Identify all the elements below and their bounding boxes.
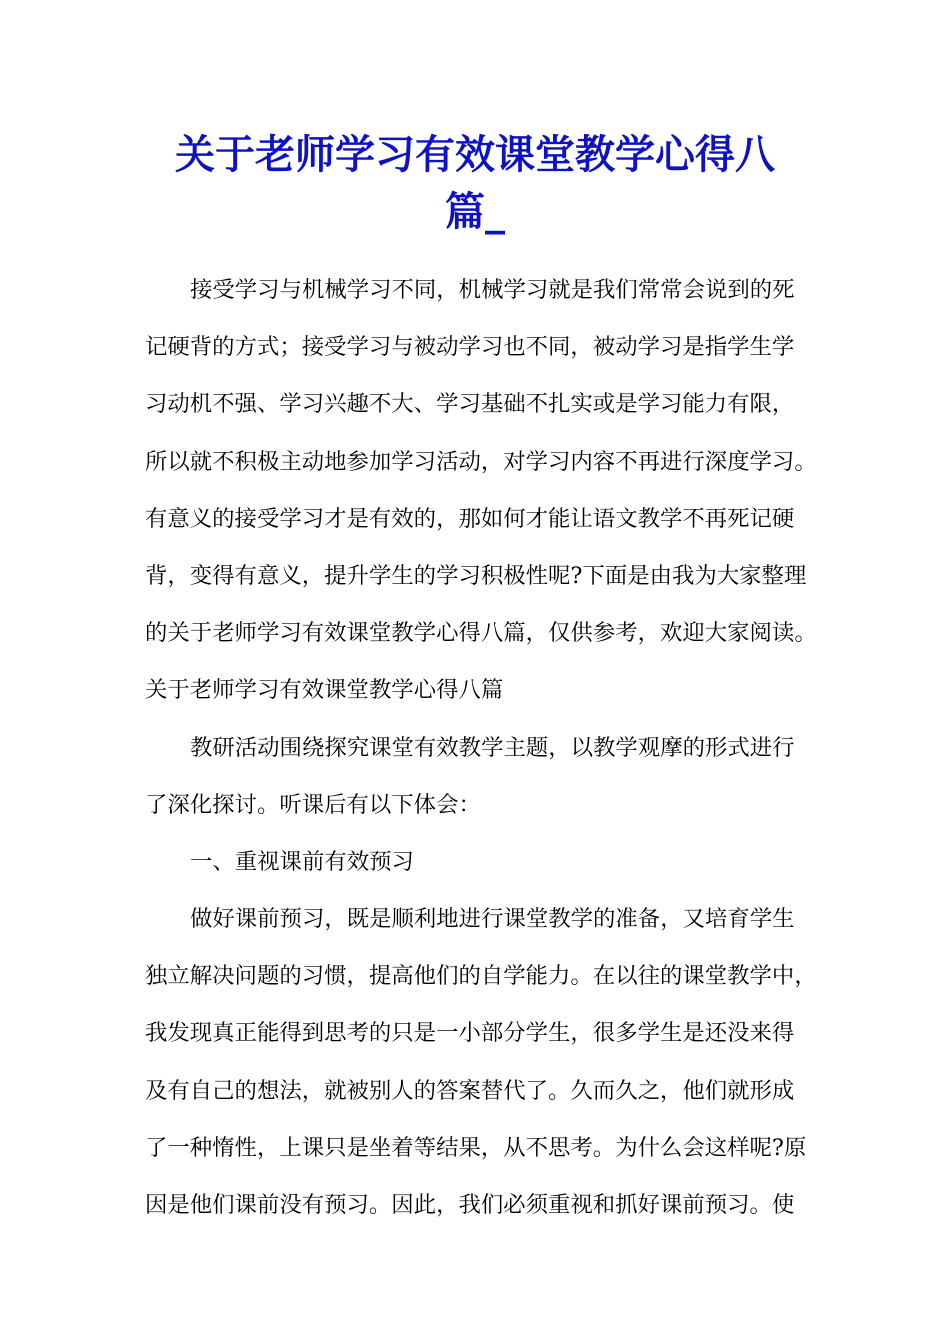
body-line: 习动机不强、学习兴趣不大、学习基础不扎实或是学习能力有限，: [145, 391, 795, 418]
body-line: 背，变得有意义，提升学生的学习积极性呢?下面是由我为大家整理: [145, 562, 807, 589]
body-line: 做好课前预习，既是顺利地进行课堂教学的准备，又培育学生: [190, 906, 795, 933]
body-line: 了深化探讨。听课后有以下体会：: [145, 791, 481, 818]
body-line: 一、重视课前有效预习: [190, 848, 414, 875]
body-line: 记硬背的方式；接受学习与被动学习也不同，被动学习是指学生学: [145, 334, 795, 361]
title-line-1: 关于老师学习有效课堂教学心得八: [175, 131, 775, 178]
body-line: 因是他们课前没有预习。因此，我们必须重视和抓好课前预习。使: [145, 1192, 795, 1218]
body-line: 及有自己的想法，就被别人的答案替代了。久而久之，他们就形成: [145, 1077, 795, 1104]
body-line: 关于老师学习有效课堂教学心得八篇: [145, 677, 504, 704]
body-line: 独立解决问题的习惯，提高他们的自学能力。在以往的课堂教学中，: [145, 963, 817, 990]
body-line: 我发现真正能得到思考的只是一小部分学生，很多学生是还没来得: [145, 1020, 795, 1047]
title-line-2: 篇_: [445, 188, 505, 235]
body-line: 有意义的接受学习才是有效的，那如何才能让语文教学不再死记硬: [145, 505, 795, 532]
body-line: 的关于老师学习有效课堂教学心得八篇，仅供参考，欢迎大家阅读。: [145, 620, 817, 647]
body-line: 教研活动围绕探究课堂有效教学主题，以教学观摩的形式进行: [190, 734, 795, 761]
body-line: 了一种惰性，上课只是坐着等结果，从不思考。为什么会这样呢?原: [145, 1134, 807, 1161]
body-line: 所以就不积极主动地参加学习活动，对学习内容不再进行深度学习。: [145, 448, 817, 475]
document-title: [145, 126, 805, 240]
document-body: [145, 262, 817, 1234]
body-line: 接受学习与机械学习不同，机械学习就是我们常常会说到的死: [190, 277, 795, 303]
